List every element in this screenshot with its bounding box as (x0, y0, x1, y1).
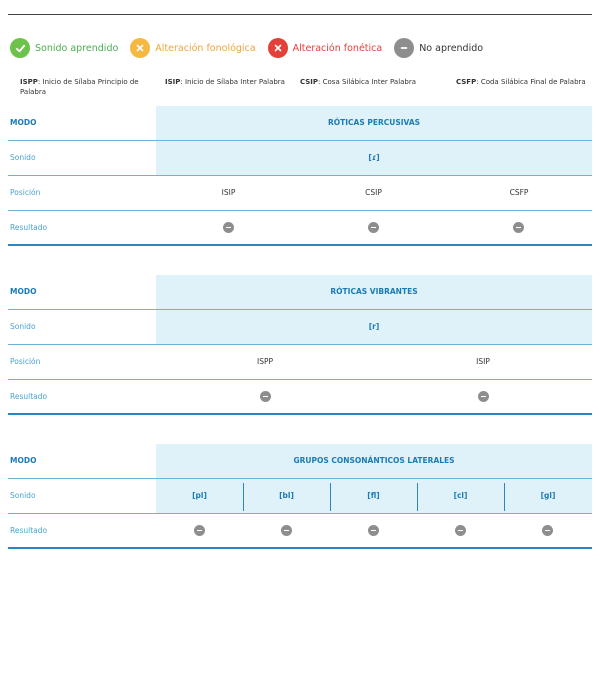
legend-item-aprendido (10, 38, 118, 58)
row-modo (0, 444, 592, 478)
no-aprendido-icon (478, 391, 489, 402)
mode-title: RÓTICAS PERCUSIVAS (327, 118, 421, 127)
sonido-label: Sonido (10, 153, 36, 162)
abbr-isip: ISIP: Inicio de Sílaba Inter Palabra (165, 78, 285, 86)
no-aprendido-icon (455, 525, 466, 536)
modo-label: MODO (10, 287, 37, 296)
no-aprendido-icon (281, 525, 292, 536)
legend-label: Sonido aprendido (35, 42, 119, 54)
no-aprendido-icon (260, 391, 271, 402)
no-aprendido-icon (368, 525, 379, 536)
sound-cell: [cl] (453, 491, 468, 500)
modo-label: MODO (10, 118, 37, 127)
position-cell: CSIP (365, 188, 382, 197)
abbreviations (0, 77, 600, 103)
sonido-label: Sonido (10, 491, 36, 500)
sound-cell: [pl] (192, 491, 207, 500)
legend-item-alteracion-fonologica (130, 38, 255, 58)
abbr-csip: CSIP: Cosa Silábica Inter Palabra (300, 78, 417, 86)
minus-icon (394, 38, 414, 58)
abbr-ispp: ISPP: Inicio de Sílaba Principio de Palabra (20, 78, 139, 96)
mode-title: GRUPOS CONSONÁNTICOS LATERALES (293, 456, 455, 465)
row-resultado (0, 380, 592, 414)
legend (10, 36, 495, 60)
no-aprendido-icon (194, 525, 205, 536)
no-aprendido-icon (542, 525, 553, 536)
no-aprendido-icon (368, 222, 379, 233)
legend-label: No aprendido (419, 42, 484, 54)
row-sonido (0, 310, 592, 344)
abbr-csfp: CSFP: Coda Silábica Final de Palabra (456, 78, 586, 86)
top-divider (8, 14, 592, 15)
row-modo (0, 106, 592, 140)
position-cell: ISPP (256, 357, 274, 366)
row-posicion (0, 345, 592, 379)
sound-value: [r] (368, 322, 380, 331)
legend-item-no-aprendido (394, 38, 483, 58)
row-sonido (0, 141, 592, 175)
sound-value: [ɾ] (368, 153, 380, 162)
legend-label: Alteración fonológica (155, 42, 256, 54)
posicion-label: Posición (10, 357, 41, 366)
modo-label: MODO (10, 456, 37, 465)
check-icon (10, 38, 30, 58)
sound-cell: [fl] (367, 491, 380, 500)
posicion-label: Posición (10, 188, 41, 197)
resultado-label: Resultado (10, 526, 48, 535)
resultado-label: Resultado (10, 392, 48, 401)
row-posicion (0, 176, 592, 210)
sound-cell: [bl] (279, 491, 294, 500)
x-icon (130, 38, 150, 58)
sound-cell: [gl] (540, 491, 556, 500)
position-cell: ISIP (476, 357, 490, 366)
row-resultado (0, 211, 592, 245)
position-cell: CSFP (509, 188, 529, 197)
legend-item-alteracion-fonetica (268, 38, 383, 58)
no-aprendido-icon (513, 222, 524, 233)
legend-label: Alteración fonética (292, 42, 383, 54)
row-modo (0, 275, 592, 309)
row-resultado (0, 514, 592, 548)
resultado-label: Resultado (10, 223, 48, 232)
mode-title: RÓTICAS VIBRANTES (330, 287, 418, 296)
position-cell: ISIP (221, 188, 236, 197)
sonido-label: Sonido (10, 322, 36, 331)
no-aprendido-icon (223, 222, 234, 233)
x-icon (268, 38, 288, 58)
row-sonido (0, 479, 592, 513)
